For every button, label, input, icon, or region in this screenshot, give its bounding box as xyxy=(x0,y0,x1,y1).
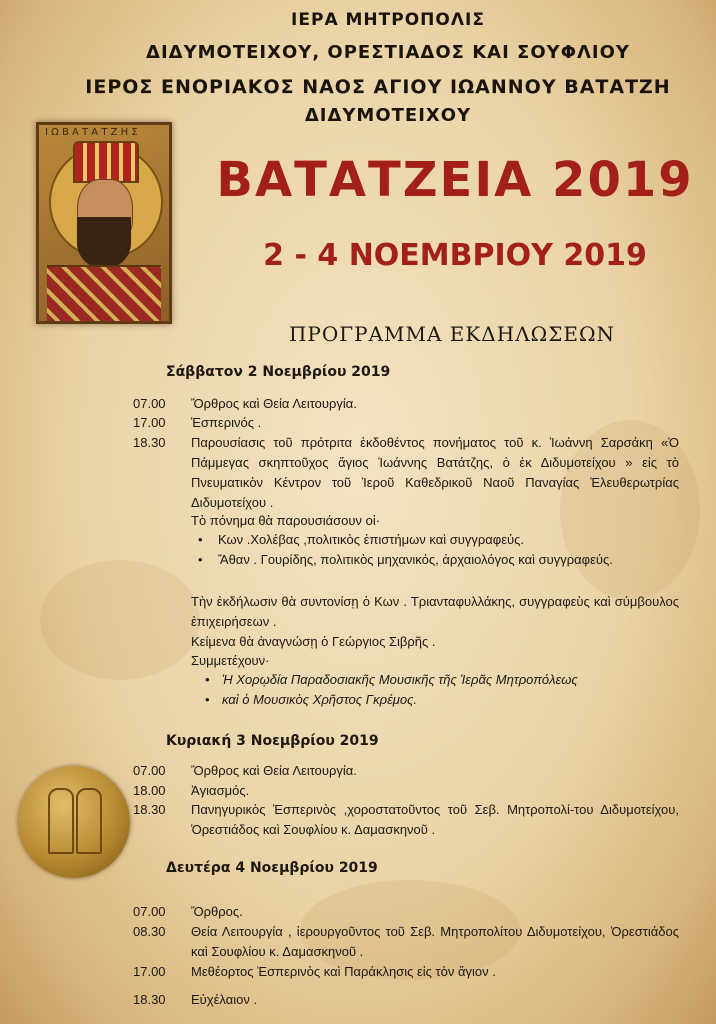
header-line-3: ΙΕΡΟΣ ΕΝΟΡΙΑΚΟΣ ΝΑΟΣ ΑΓΙΟΥ ΙΩΑΝΝΟΥ ΒΑΤΑΤΖΗ xyxy=(85,76,671,98)
bullet: • xyxy=(198,532,203,547)
time-label: 17.00 xyxy=(133,964,166,979)
event-dates: 2 - 4 ΝΟΕΜΒΡΙΟΥ 2019 xyxy=(263,238,647,273)
schedule-row xyxy=(133,922,678,962)
presenters-intro: Τὸ πόνημα θὰ παρουσιάσουν οἱ· xyxy=(191,513,381,528)
reader-text: Κείμενα θὰ ἀναγνώσῃ ὁ Γεώργιος Σιβρῆς . xyxy=(191,634,436,649)
time-label: 18.30 xyxy=(133,802,166,817)
event-text: Ὄρθρος. xyxy=(191,904,243,919)
event-text: Εὐχέλαιον . xyxy=(191,992,258,1007)
schedule-row xyxy=(133,781,678,801)
schedule-row xyxy=(133,394,678,414)
participants-intro: Συμμετέχουν· xyxy=(191,653,270,668)
event-text: Μεθέορτος Ἑσπερινὸς καὶ Παράκλησις εἰς τὸν ἅγιον . xyxy=(191,964,496,979)
time-label: 17.00 xyxy=(133,415,166,430)
program-title: ΠΡΟΓΡΑΜΜΑ ΕΚΔΗΛΩΣΕΩΝ xyxy=(288,322,616,346)
event-title: ΒΑΤΑΤΖΕΙΑ 2019 xyxy=(216,152,694,208)
saint-icon-image: Ι Ω Β Α Τ Α Τ Ζ Η Σ xyxy=(36,122,172,324)
event-text: Πανηγυρικὸς Ἑσπερινὸς ,χοροστατοῦντος τοῦ Σεβ. Μητροπολί-του Διδυμοτείχου, Ὀρεστιάδος καὶ Σουφλίου κ. Δαμασκηνοῦ . xyxy=(191,802,679,837)
day2-heading: Κυριακή 3 Νοεμβρίου 2019 xyxy=(166,733,379,749)
schedule-row xyxy=(133,761,678,781)
header-line-1: ΙΕΡΑ ΜΗΤΡΟΠΟΛΙΣ xyxy=(291,10,485,30)
schedule-row xyxy=(133,800,678,840)
participant-item: Ἡ Χορῳδία Παραδοσιακῆς Μουσικῆς τῆς Ἱερᾶς Μητροπόλεως xyxy=(222,672,578,687)
event-text: Ἁγιασμός. xyxy=(191,783,250,798)
schedule-row xyxy=(133,962,678,982)
schedule-row xyxy=(133,433,678,513)
time-label: 18.00 xyxy=(133,783,166,798)
schedule-row xyxy=(133,990,678,1010)
presenter-item: Ἄθαν . Γουρίδης, πολιτικὸς μηχανικός, ἀρχαιολόγος καὶ συγγραφεύς. xyxy=(218,552,613,567)
event-text: Παρουσίασις τοῦ πρότριτα ἐκδοθέντος πονήματος τοῦ κ. Ἰωάννη Σαρσάκη «Ὁ Πάμμεγας σκηπτοῦχος ἅγιος Ἰωάννης Βατάτζης, ὁ ἐκ Διδυμοτείχου » εἰς τὸ Πνευματικὸν Κέντρον τοῦ Ἱεροῦ Καθεδρικοῦ Ναοῦ Παναγίας Ἐλευθερωτρίας Διδυμοτείχου . xyxy=(191,435,679,510)
schedule-row xyxy=(133,413,678,433)
header-line-4: ΔΙΔΥΜΟΤΕΙΧΟΥ xyxy=(304,105,472,126)
bullet: • xyxy=(198,552,203,567)
event-text: Ἑσπερινός . xyxy=(191,415,262,430)
time-label: 18.30 xyxy=(133,992,166,1007)
coordinator-text: Τὴν ἐκδήλωσιν θὰ συντονίσῃ ὁ Κων . Τριανταφυλλάκης, συγγραφεὺς καὶ σύμβουλος ἐπιχειρήσεων . xyxy=(191,594,679,629)
time-label: 07.00 xyxy=(133,763,166,778)
participant-item: καὶ ὁ Μουσικὸς Χρῆστος Γκρέμος. xyxy=(222,692,418,707)
event-text: Ὄρθρος καὶ Θεία Λειτουργία. xyxy=(191,763,357,778)
bullet: • xyxy=(205,672,210,687)
time-label: 07.00 xyxy=(133,396,166,411)
event-text: Θεία Λειτουργία , ἱερουργοῦντος τοῦ Σεβ. Μητροπολίτου Διδυμοτείχου, Ὀρεστιάδος καὶ Σουφλίου κ. Δαμασκηνοῦ . xyxy=(191,924,679,959)
header-line-2: ΔΙΔΥΜΟΤΕΙΧΟΥ, ΟΡΕΣΤΙΑΔΟΣ ΚΑΙ ΣΟΥΦΛΙΟΥ xyxy=(146,42,630,63)
presenter-item: Κων .Χολέβας ,πολιτικὸς ἐπιστήμων καὶ συγγραφεύς. xyxy=(218,532,525,547)
byzantine-coin-image xyxy=(18,766,130,878)
time-label: 18.30 xyxy=(133,435,166,450)
time-label: 07.00 xyxy=(133,904,166,919)
day3-heading: Δευτέρα 4 Νοεμβρίου 2019 xyxy=(166,860,378,876)
event-text: Ὄρθρος καὶ Θεία Λειτουργία. xyxy=(191,396,357,411)
time-label: 08.30 xyxy=(133,924,166,939)
bullet: • xyxy=(205,692,210,707)
day1-heading: Σάββατον 2 Νοεμβρίου 2019 xyxy=(166,364,391,380)
schedule-row xyxy=(133,902,678,922)
